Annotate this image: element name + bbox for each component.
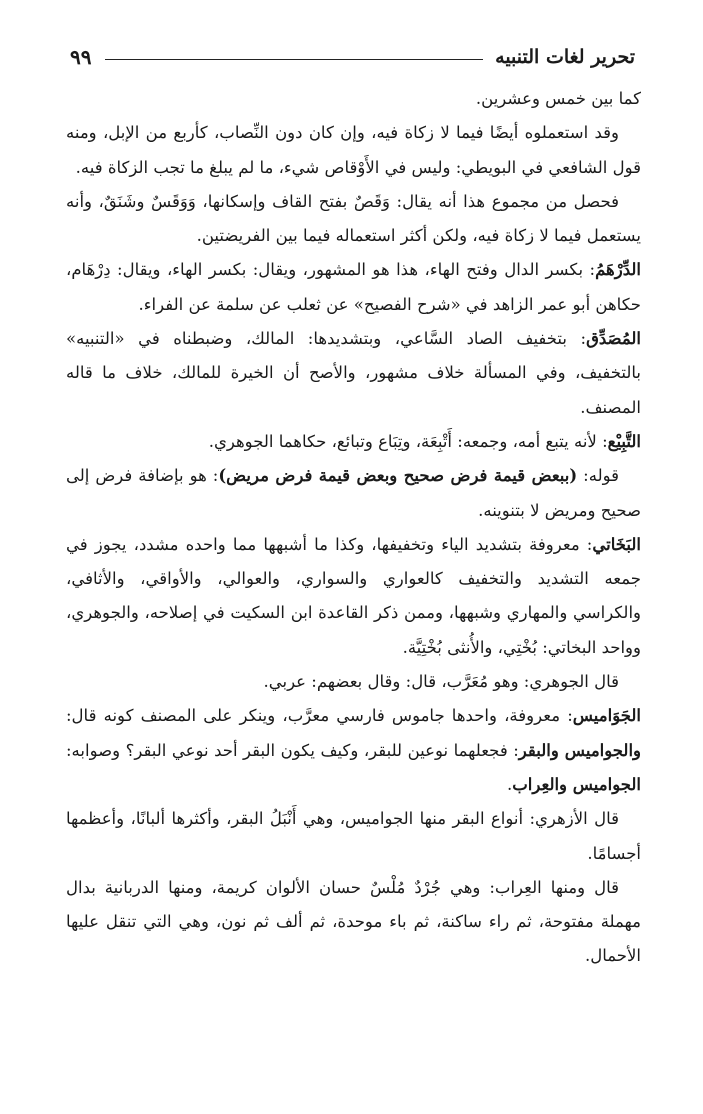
paragraph-text: وقد استعملوه أيضًا فيما لا زكاة فيه، وإن كان دون النِّصاب، كأربع من الإبل، ومنه قول الشافعي في البويطي: وليس في الأَوْقاص شيء، ما لم يبلغ ما تجب الزكاة فيه.	[66, 123, 641, 177]
entry-term: التَّبِيْع	[607, 431, 641, 451]
paragraph-text: : فجعلهما نوعين للبقر، وكيف يكون البقر أحد نوعي البقر؟ وصوابه:	[66, 740, 519, 760]
entry-term: البَخَاتي	[592, 534, 641, 554]
paragraph-p6	[66, 425, 641, 459]
entry-term: المُصَدِّق	[586, 329, 641, 349]
paragraph-text: : بتخفيف الصاد السَّاعي، وبتشديدها: المالك، وضبطناه في «التنبيه» بالتخفيف، وفي المسألة خلاف مشهور، والأصح أن الخيرة للمالك، خلاف ما قاله المصنف.	[66, 329, 641, 417]
paragraph-text: : معروفة، واحدها جاموس فارسي معرَّب، وينكر على المصنف كونه قال:	[66, 706, 573, 726]
running-title: تحرير لغات التنبيه	[495, 46, 635, 68]
paragraph-p3	[66, 185, 641, 254]
header-rule	[105, 59, 483, 60]
paragraph-p11	[66, 802, 641, 871]
paragraph-text: كما بين خمس وعشرين.	[475, 89, 641, 108]
quoted-phrase: (ببعض قيمة فرض صحيح وبعض قيمة فرض مريض)	[218, 466, 578, 486]
quoted-phrase: الجواميس والعِراب	[512, 774, 641, 794]
paragraph-p1	[66, 82, 641, 116]
paragraph-p9	[66, 665, 641, 699]
paragraph-text: : لأنه يتبع أمه، وجمعه: أَتْبِعَة، وتِبَاع وتبائع، حكاهما الجوهري.	[208, 431, 608, 451]
entry-term: الجَوَاميس	[572, 706, 641, 726]
running-header	[70, 40, 635, 74]
paragraph-p2	[66, 116, 641, 185]
page-number: ٩٩	[70, 45, 92, 69]
quoted-phrase: والجواميس والبقر	[518, 740, 642, 760]
paragraph-text: قال الأزهري: أنواع البقر منها الجواميس، وهي أَنْبَلُ البقر، وأكثرها ألبانًا، وأعظمها أجسامًا.	[66, 809, 641, 863]
paragraph-text: قال الجوهري: وهو مُعَرَّب، قال: وقال بعضهم: عربي.	[263, 672, 619, 692]
paragraph-text: قال ومنها العِراب: وهي جُرْدٌ مُلْسٌ حسان الألوان كريمة، ومنها الدربانية بدال مهملة مفتوحة، ثم راء ساكنة، ثم باء موحدة، ثم ألف ثم نون، وهي التي تنقل عليها الأحمال.	[66, 877, 641, 966]
paragraph-p8	[66, 528, 641, 665]
entry-term: الدِّرْهَمُ	[595, 260, 641, 280]
paragraph-text: فحصل من مجموع هذا أنه يقال: وَقَصٌ بفتح القاف وإسكانها، وَوَقَسٌ وشَنَقٌ، وأنه يستعمل فيما لا زكاة فيه، ولكن أكثر استعماله فيما بين الفريضتين.	[66, 191, 641, 246]
paragraph-p5	[66, 322, 641, 425]
paragraph-p10	[66, 699, 641, 802]
paragraph-text: : معروفة بتشديد الياء وتخفيفها، وكذا ما أشبهها مما واحده مشدد، يجوز في جمعه التشديد والتخفيف كالعواري والسواري، والعوالي، والأواقي، والأثافي، والكراسي والمهاري وشبهها، وممن ذكر القاعدة ابن السكيت في إصلاحه، والجوهري، وواحد البخاتي: بُخْتِي، والأُنثى بُخْتِيَّة.	[66, 534, 641, 657]
paragraph-p7	[66, 459, 641, 528]
paragraph-text: : هو بإضافة فرض إلى صحيح ومريض لا بتنوينه.	[66, 466, 641, 520]
paragraph-text: .	[507, 774, 513, 794]
paragraph-p12	[66, 871, 641, 974]
paragraph-text: : بكسر الدال وفتح الهاء، هذا هو المشهور، ويقال: بكسر الهاء، ويقال: دِرْهَام، حكاهن أبو عمر الزاهد في «شرح الفصيح» عن ثعلب عن سلمة عن الفراء.	[66, 260, 641, 314]
paragraph-p4	[66, 253, 641, 322]
page-body	[66, 82, 641, 974]
paragraph-text: قوله:	[577, 466, 620, 486]
